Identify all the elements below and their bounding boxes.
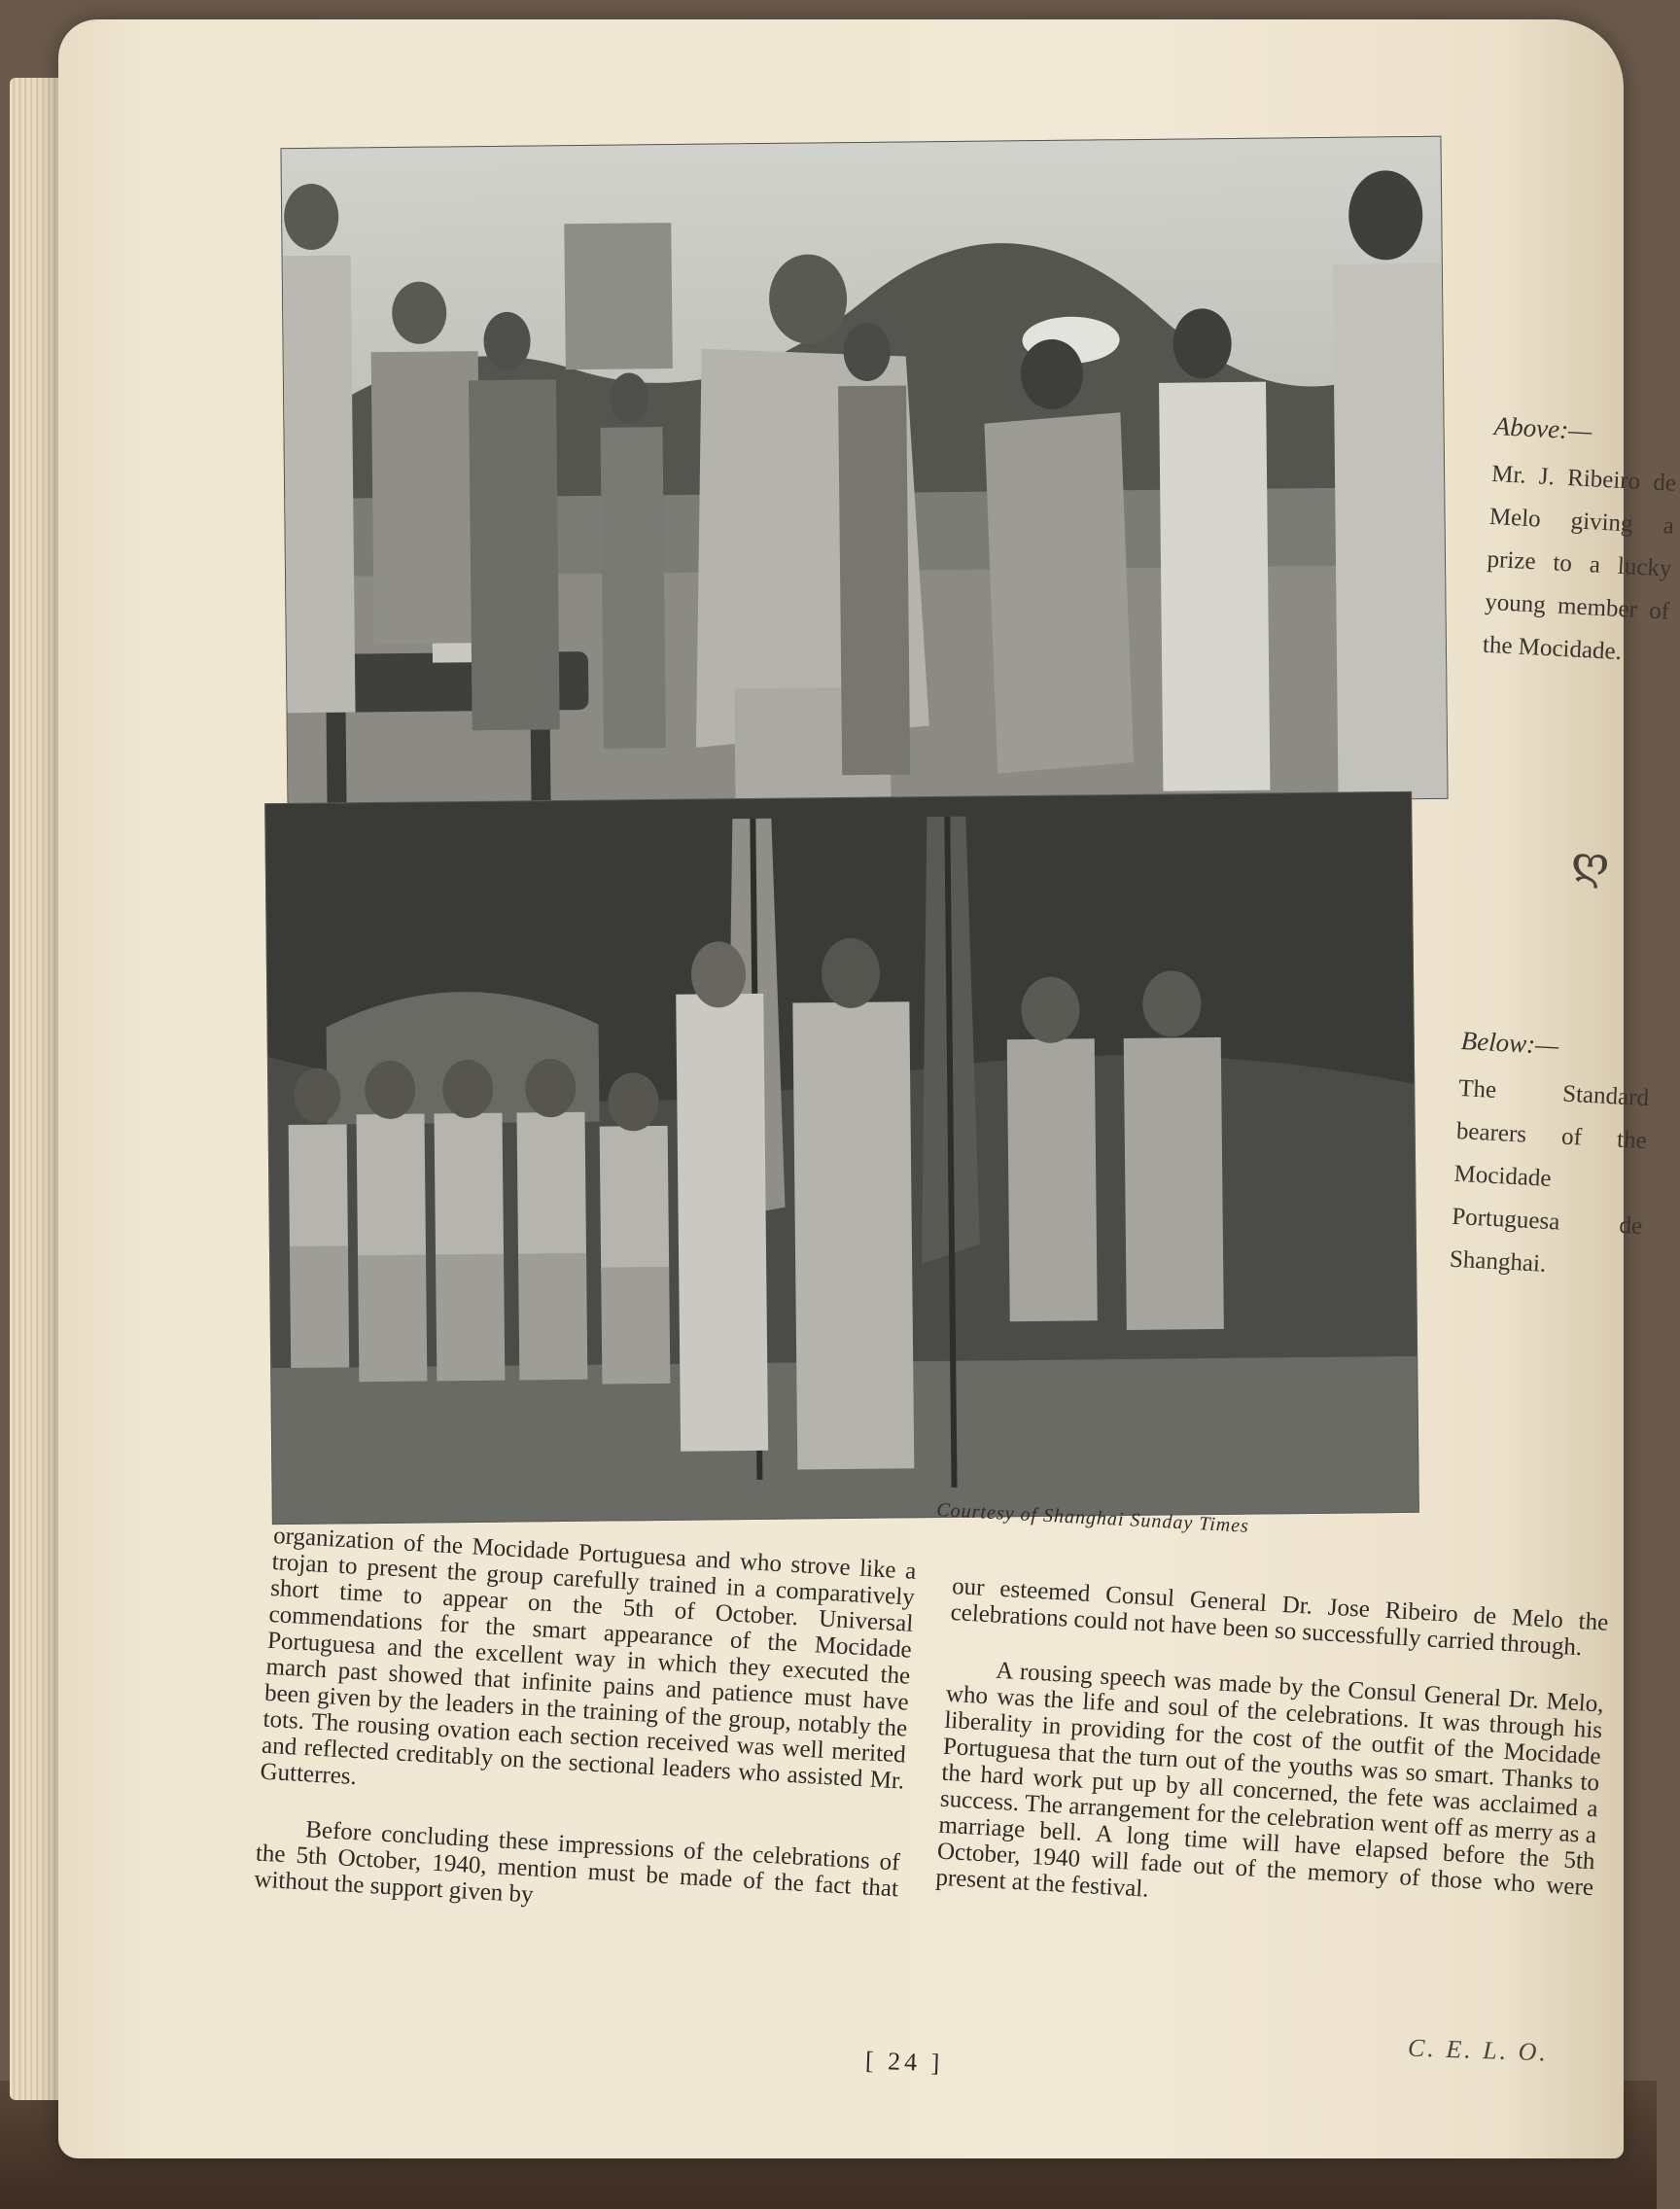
- standard-bearers-photo-icon: [265, 792, 1418, 1524]
- paragraph: our esteemed Consul General Dr. Jose Ribeiro de Melo the celebrations could not have been so successfully carried through.: [949, 1573, 1609, 1662]
- caption-below: [1449, 1019, 1653, 1291]
- caption-above: [1482, 404, 1680, 677]
- ornament-icon: ღ: [1569, 837, 1611, 889]
- caption-above-heading: Above:—: [1493, 410, 1592, 446]
- paragraph: Before concluding these impressions of the celebrations of the 5th October, 1940, mention must be made of the fact that without the support given by: [253, 1816, 901, 1909]
- page-number: [ 24 ]: [864, 2046, 944, 2078]
- photo-credit: Courtesy of Shanghai Sunday Times: [935, 1499, 1250, 1537]
- author-signature: C. E. L. O.: [1407, 2033, 1550, 2067]
- ceremony-photo-icon: [281, 137, 1447, 810]
- caption-below-text: The Standard bearers of the Mocidade Portuguesa de Shanghai.: [1449, 1074, 1650, 1278]
- book-page: [58, 19, 1677, 2158]
- article-column-right: [933, 1573, 1609, 1956]
- caption-above-text: Mr. J. Ribeiro de Melo giving a prize to a lucky young member of the Mocidade.: [1482, 460, 1677, 666]
- caption-below-heading: Below:—: [1460, 1025, 1559, 1061]
- paragraph: organization of the Mocidade Portuguesa and who strove like a trojan to present the group carefully trained in a comparatively short time to appear on the 5th of October. Universal commendations for the smart appearance of the Mocidade Portuguesa and the excellent way in which they executed the march past showed that infinite pains and patience must have been given by the leaders in the training of the group, notably the tots. The rousing ovation each section received was well merited and reflected creditably on the sectional leaders who assisted Mr. Gutterres.: [259, 1523, 917, 1795]
- standard-bearers-photo: [264, 791, 1419, 1525]
- paragraph: A rousing speech was made by the Consul General Dr. Melo, who was the life and soul of the celebrations. It was through his liberality in providing for the cost of the outfit of the Mocidade Portuguesa that the turn out of the youths was so smart. Thanks to the hard work put up by all concerned, the fete was acclaimed a success. The arrangement for the celebration went off as merry as a marriage bell. A long time will have elapsed before the 5th October, 1940 will fade out of the memory of those who were present at the festival.: [934, 1657, 1605, 1903]
- article-column-left: [252, 1523, 917, 1957]
- ceremony-photo: [280, 136, 1448, 811]
